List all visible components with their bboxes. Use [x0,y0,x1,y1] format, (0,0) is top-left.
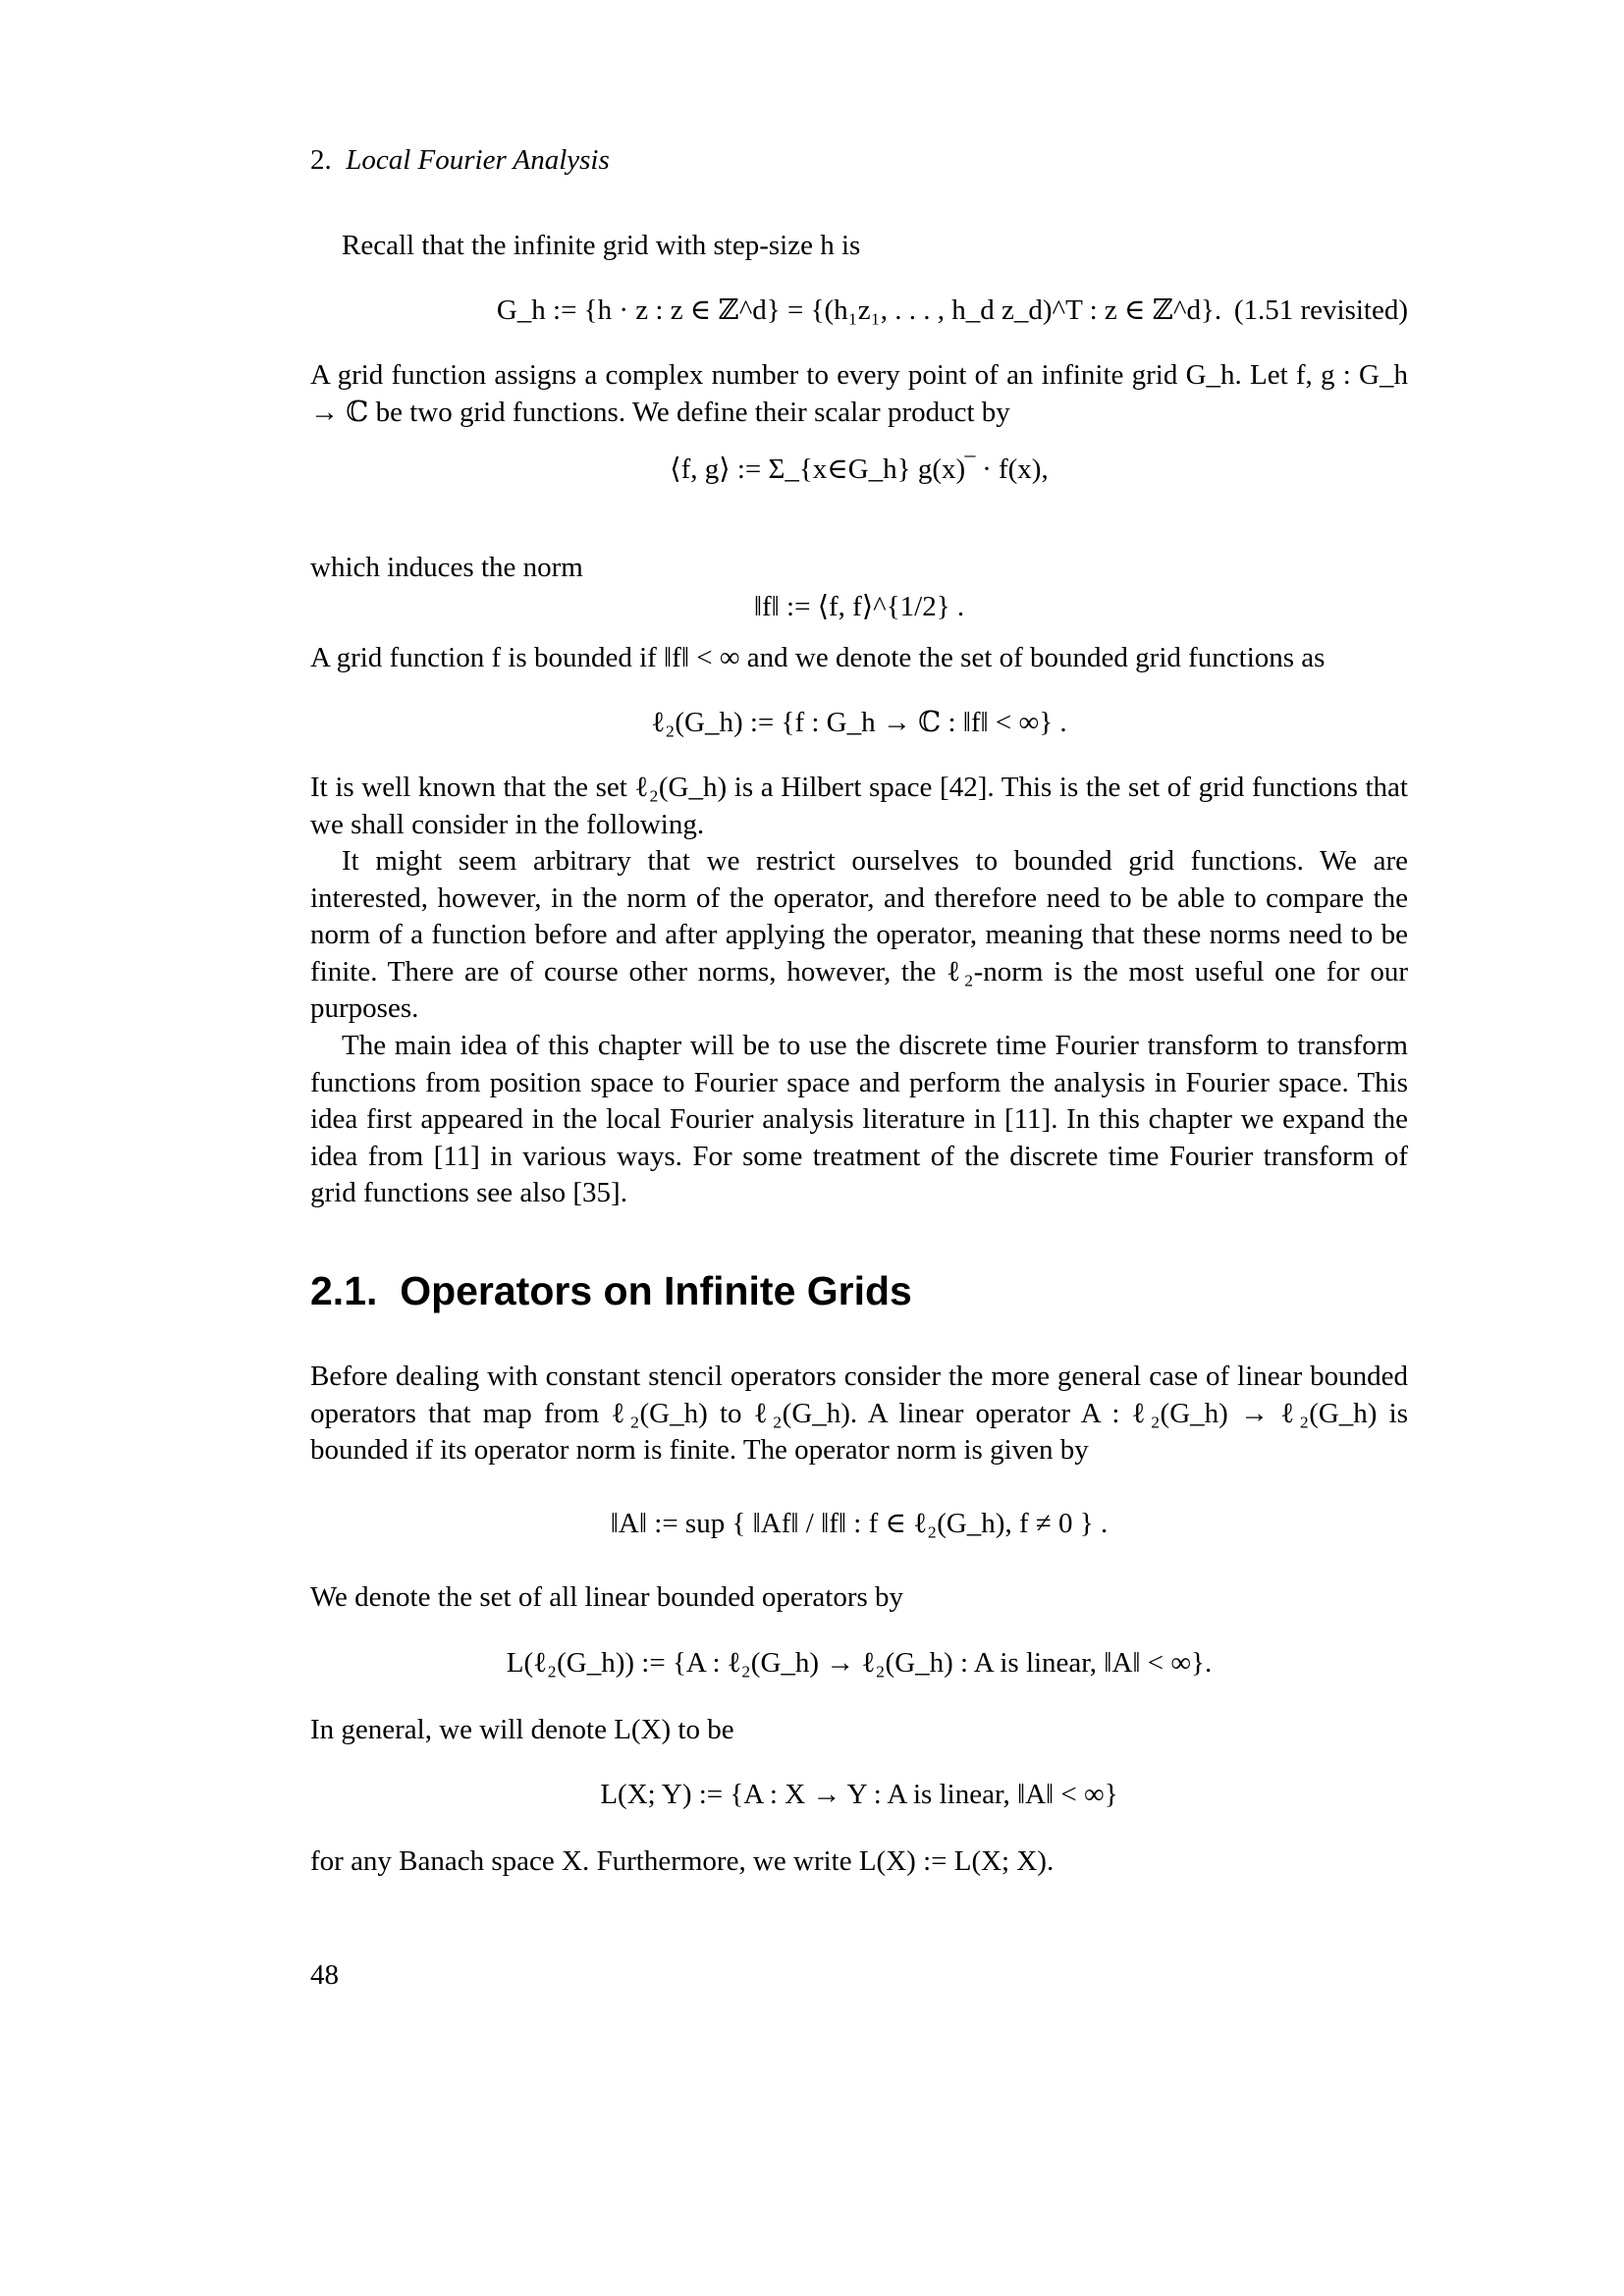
paragraph-arbitrary [310,843,1408,1028]
section-title: Operators on Infinite Grids [400,1268,912,1313]
paragraph-denote [310,1579,1408,1617]
chapter-title: Local Fourier Analysis [346,144,610,176]
bounded-text: A grid function f is bounded if ‖f‖ < ∞ and we denote the set of bounded grid functions as [310,642,1326,673]
equation-scalar-product: ⟨f, g⟩ := Σ_{x∈G_h} g(x)‾ · f(x), [670,454,1049,485]
equation-L-set: L(ℓ₂(G_h)) := {A : ℓ₂(G_h) → ℓ₂(G_h) : A is linear, ‖A‖ < ∞}. [506,1647,1213,1679]
intro-text [310,228,1408,265]
paragraph-main-idea [310,1028,1408,1212]
paragraph-before-dealing [310,1359,1408,1469]
paragraph-general [310,1712,1408,1749]
main-idea-text: The main idea of this chapter will be to use the discrete time Fourier transform to transform functions from position space to Fourier space and perform the analysis in Fourier space. This idea first appeared in the local Fourier analysis literature in [11]. In this chapter we expand the idea from [11] in various ways. For some treatment of the discrete time Fourier transform of grid functions see also [35]. [310,1030,1408,1208]
intro-recall: Recall that the infinite grid with step-size h is [342,230,861,261]
section-number: 2.1. [310,1268,378,1313]
before-dealing-text: Before dealing with constant stencil operators consider the more general case of linear bounded operators that map from ℓ₂(G_h) to ℓ₂(G_h). A linear operator A : ℓ₂(G_h) → ℓ₂(G_h) is bounded if its operator norm is finite. The operator norm is given by [310,1361,1408,1466]
paragraph-norm [310,550,1408,587]
paragraph-bounded [310,640,1408,677]
denote-text: We denote the set of all linear bounded operators by [310,1581,904,1613]
chapter-number: 2. [310,144,332,176]
grid-function-text: A grid function assigns a complex number to every point of an infinite grid G_h. Let f, g : G_h → ℂ be two grid functions. We define their scalar product by [310,359,1408,428]
section-heading [310,1266,912,1315]
equation-norm: ‖f‖ := ⟨f, f⟩^{1/2} . [753,591,965,622]
paragraph-grid-function [310,357,1408,431]
equation-grid: G_h := {h · z : z ∈ ℤ^d} = {(h₁z₁, . . . , h_d z_d)^T : z ∈ ℤ^d}. [496,294,1222,326]
general-text: In general, we will denote L(X) to be [310,1714,734,1745]
equation-operator-norm: ‖A‖ := sup { ‖Af‖ / ‖f‖ : f ∈ ℓ₂(G_h), f ≠ 0 } . [610,1508,1109,1539]
equation-l2: ℓ₂(G_h) := {f : G_h → ℂ : ‖f‖ < ∞} . [651,707,1067,738]
running-header [310,142,610,179]
equation-number: (1.51 revisited) [1233,294,1408,326]
hilbert-text: It is well known that the set ℓ₂(G_h) is a Hilbert space [42]. This is the set of grid functions that we shall consider in the following. [310,772,1408,840]
page-number: 48 [310,1959,339,1991]
equation-L-XY: L(X; Y) := {A : X → Y : A is linear, ‖A‖ < ∞} [600,1779,1118,1810]
arbitrary-text: It might seem arbitrary that we restrict ourselves to bounded grid functions. We are interested, however, in the norm of the operator, and therefore need to be able to compare the norm of a function before and after applying the operator, meaning that these norms need to be finite. There are of course other norms, however, the ℓ₂-norm is the most useful one for our purposes. [310,845,1408,1024]
banach-text: for any Banach space X. Furthermore, we write L(X) := L(X; X). [310,1845,1055,1877]
paragraph-banach [310,1843,1408,1881]
paragraph-hilbert [310,770,1408,843]
norm-text: which induces the norm [310,552,583,583]
